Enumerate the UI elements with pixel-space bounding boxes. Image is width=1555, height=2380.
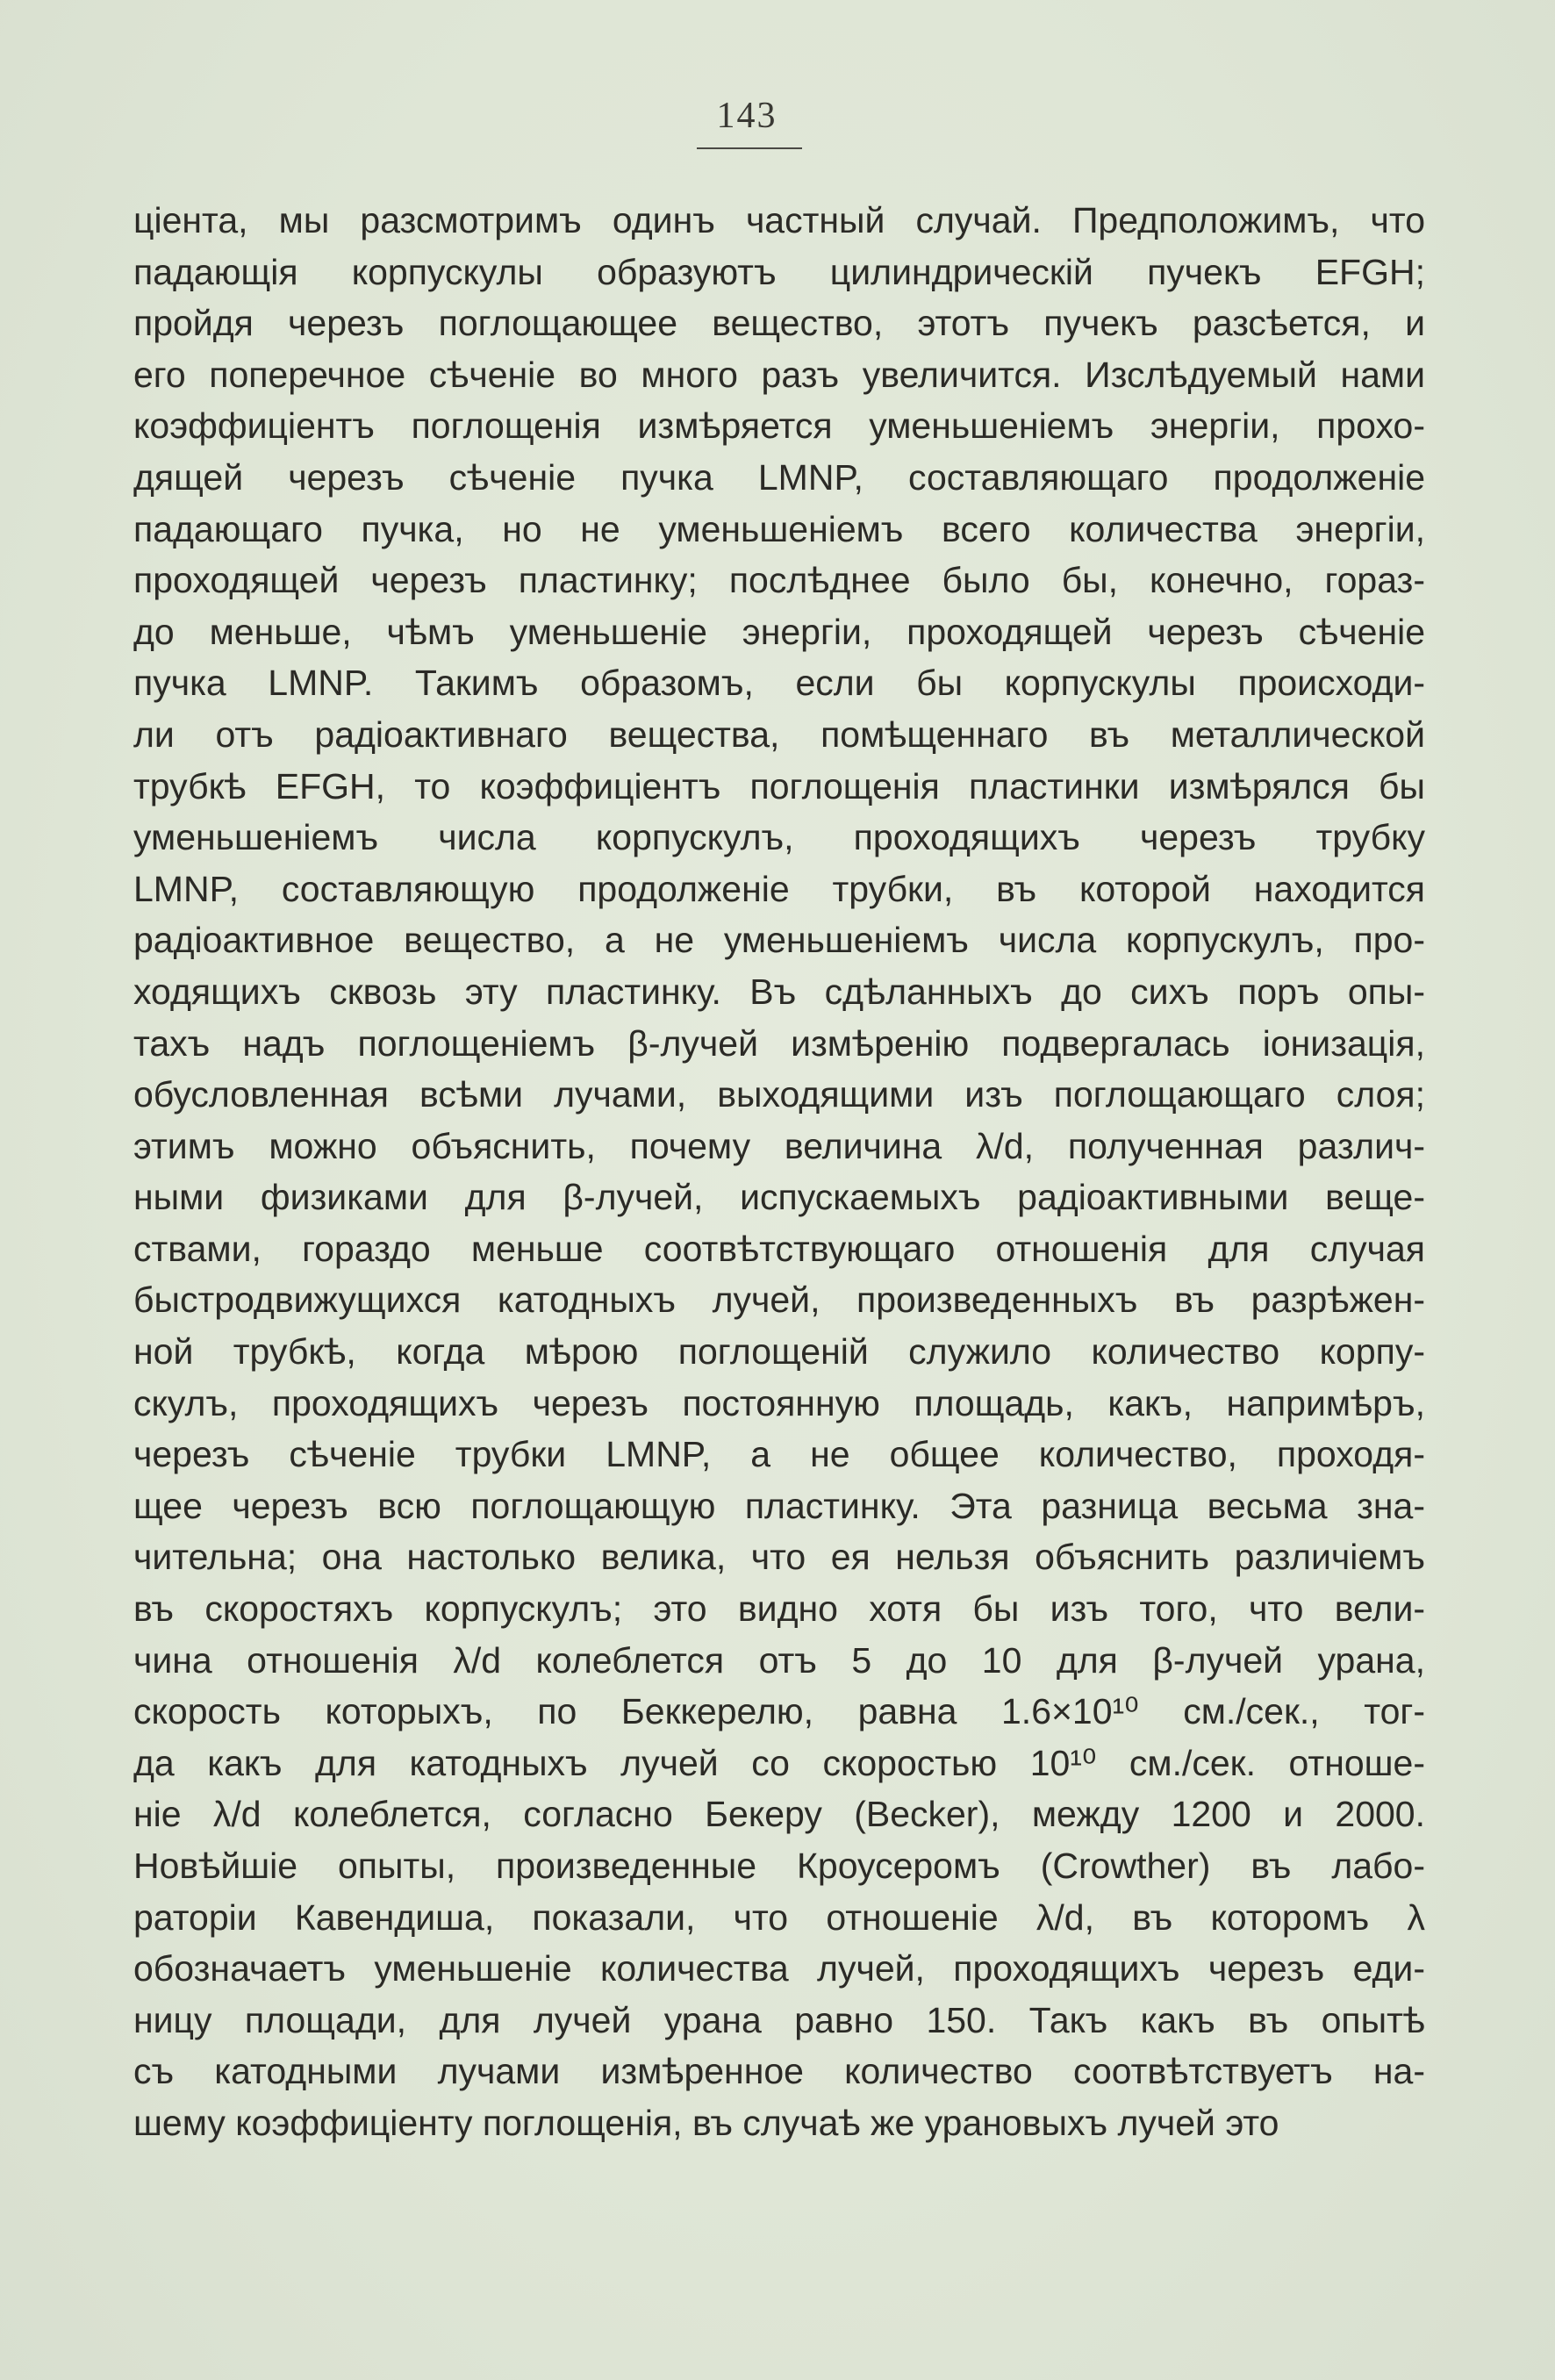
text-line: трубкѣ EFGH, то коэффиціентъ поглощенія пластинки измѣрялся бы bbox=[133, 765, 1425, 806]
text-line: обозначаетъ уменьшеніе количества лучей, проходящихъ черезъ еди- bbox=[133, 1948, 1425, 1989]
text-line: въ скоростяхъ корпускулъ; это видно хотя бы изъ того, что вели- bbox=[133, 1588, 1425, 1630]
text-line: ствами, гораздо меньше соотвѣтствующаго отношенія для случая bbox=[133, 1228, 1425, 1269]
text-line: падающаго пучка, но не уменьшеніемъ всего количества энергіи, bbox=[133, 508, 1425, 549]
page-number-rule bbox=[697, 147, 802, 149]
text-line: падающія корпускулы образуютъ цилиндрическій пучекъ EFGH; bbox=[133, 251, 1425, 292]
text-line: до меньше, чѣмъ уменьшеніе энергіи, проходящей черезъ сѣченіе bbox=[133, 611, 1425, 652]
text-line: Новѣйшіе опыты, произведенные Кроусеромъ (Crowther) въ лабо- bbox=[133, 1846, 1425, 1886]
text-line: быстродвижущихся катодныхъ лучей, произведенныхъ въ разрѣжен- bbox=[133, 1280, 1425, 1321]
text-line: этимъ можно объяснить, почему величина λ/d, полученная различ- bbox=[133, 1125, 1425, 1166]
text-line: съ катодными лучами измѣренное количество соотвѣтствуетъ на- bbox=[133, 2051, 1425, 2092]
text-line: ціента, мы разсмотримъ одинъ частный случай. Предположимъ, что bbox=[133, 200, 1425, 240]
text-line: коэффиціентъ поглощенія измѣряется уменьшеніемъ энергіи, прохо- bbox=[133, 405, 1425, 447]
text-line: ніе λ/d колеблется, согласно Бекеру (Becker), между 1200 и 2000. bbox=[133, 1794, 1425, 1835]
text-line: ными физиками для β-лучей, испускаемыхъ радіоактивными веще- bbox=[133, 1177, 1425, 1218]
text-line: LMNP, составляющую продолженіе трубки, въ которой находится bbox=[133, 868, 1425, 909]
text-line: ли отъ радіоактивнаго вещества, помѣщеннаго въ металлической bbox=[133, 713, 1425, 755]
text-line: раторіи Кавендиша, показали, что отношеніе λ/d, въ которомъ λ bbox=[133, 1896, 1425, 1938]
text-line: щее черезъ всю поглощающую пластинку. Эта разница весьма зна- bbox=[133, 1485, 1425, 1526]
text-line: дящей черезъ сѣченіе пучка LMNP, составляющаго продолженіе bbox=[133, 456, 1425, 498]
text-line: да какъ для катодныхъ лучей со скоростью 10¹⁰ см./сек. отноше- bbox=[133, 1742, 1425, 1783]
text-line: уменьшеніемъ числа корпускулъ, проходящихъ черезъ трубку bbox=[133, 817, 1425, 858]
text-line: его поперечное сѣченіе во много разъ увеличится. Изслѣдуемый нами bbox=[133, 354, 1425, 395]
text-line: чина отношенія λ/d колеблется отъ 5 до 10 для β-лучей урана, bbox=[133, 1639, 1425, 1681]
text-line: пройдя черезъ поглощающее вещество, этотъ пучекъ разсѣется, и bbox=[133, 303, 1425, 344]
body-text bbox=[133, 195, 1425, 2149]
text-line: ной трубкѣ, когда мѣрою поглощеній служило количество корпу- bbox=[133, 1331, 1425, 1373]
text-line: шему коэффиціенту поглощенія, въ случаѣ же урановыхъ лучей это bbox=[133, 2102, 1279, 2143]
text-line: чительна; она настолько велика, что ея нельзя объяснить различіемъ bbox=[133, 1537, 1425, 1578]
text-line: ницу площади, для лучей урана равно 150. Такъ какъ въ опытѣ bbox=[133, 1999, 1425, 2040]
text-line: черезъ сѣченіе трубки LMNP, а не общее количество, проходя- bbox=[133, 1434, 1425, 1475]
text-line: радіоактивное вещество, а не уменьшеніемъ числа корпускулъ, про- bbox=[133, 920, 1425, 961]
text-line: пучка LMNP. Такимъ образомъ, если бы корпускулы происходи- bbox=[133, 663, 1425, 704]
text-line: проходящей черезъ пластинку; послѣднее было бы, конечно, гораз- bbox=[133, 560, 1425, 601]
text-line: тахъ надъ поглощеніемъ β-лучей измѣренію подвергалась іонизація, bbox=[133, 1022, 1425, 1064]
text-line: ходящихъ сквозь эту пластинку. Въ сдѣланныхъ до сихъ поръ опы- bbox=[133, 971, 1425, 1012]
text-line: обусловленная всѣми лучами, выходящими изъ поглощающаго слоя; bbox=[133, 1074, 1425, 1115]
text-line: скорость которыхъ, по Беккерелю, равна 1.6×10¹⁰ см./сек., тог- bbox=[133, 1691, 1425, 1732]
text-line: скулъ, проходящихъ черезъ постоянную площадь, какъ, напримѣръ, bbox=[133, 1382, 1425, 1423]
page-number: 143 bbox=[716, 96, 778, 136]
